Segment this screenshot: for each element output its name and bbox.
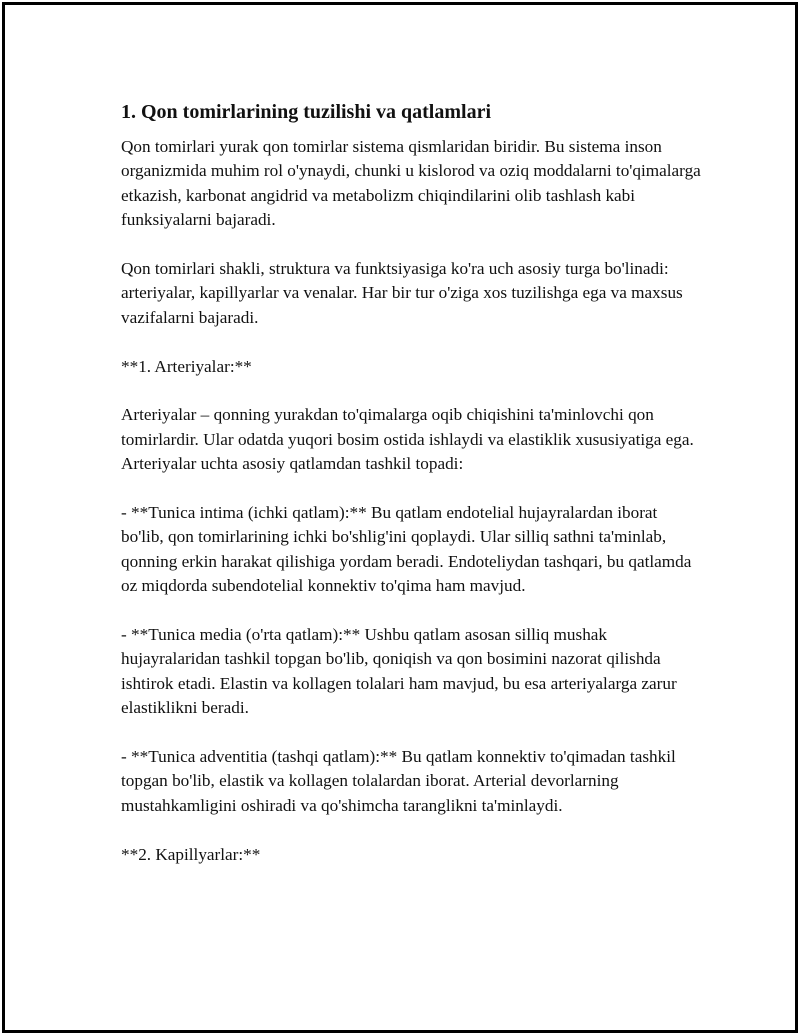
- section-heading-kapillyarlar: **2. Kapillyarlar:**: [121, 844, 261, 864]
- section-heading-arteriyalar: **1. Arteriyalar:**: [121, 356, 252, 376]
- paragraph-arteriyalar: Arteriyalar – qonning yurakdan to'qimalarga oqib chiqishini ta'minlovchi qon tomirlardir. Ular odatda yuqori bosim ostida ishlaydi va elastiklik xususiyatiga ega. Arteriyalar uchta asosiy qatlamdan tashkil topadi:: [121, 405, 694, 474]
- list-item-tunica-adventitia: - **Tunica adventitia (tashqi qatlam):** Bu qatlam konnektiv to'qimadan tashkil topgan bo'lib, elastik va kollagen tolalardan iborat. Arterial devorlarning mustahkamligini oshiradi va qo'shimcha taranglikni ta'minlaydi.: [121, 747, 676, 815]
- paragraph-intro: Qon tomirlari yurak qon tomirlar sistema qismlaridan biridir. Bu sistema inson organizmida muhim rol o'ynaydi, chunki u kislorod va oziq moddalarni to'qimalarga etkazish, karbonat angidrid va metabolizm chiqindilarini olib tashlash kabi funksiyalarni bajaradi.: [121, 137, 701, 230]
- document-body: [121, 95, 701, 891]
- list-item-tunica-intima: - **Tunica intima (ichki qatlam):** Bu qatlam endotelial hujayralardan iborat bo'lib, qon tomirlarining ichki bo'shlig'ini qoplaydi. Ular silliq sathni ta'minlab, qonning erkin harakat qilishiga yordam beradi. Endoteliydan tashqari, bu qatlamda oz miqdorda subendotelial konnektiv to'qima ham mavjud.: [121, 503, 692, 596]
- list-item-tunica-media: - **Tunica media (o'rta qatlam):** Ushbu qatlam asosan silliq mushak hujayralaridan tashkil topgan bo'lib, qoniqish va qon bosimini nazorat qilishda ishtirok etadi. Elastin va kollagen tolalari ham mavjud, bu esa arteriyalarga zarur elastiklikni beradi.: [121, 625, 677, 718]
- document-title: 1. Qon tomirlarining tuzilishi va qatlamlari: [121, 101, 492, 123]
- paragraph-types: Qon tomirlari shakli, struktura va funktsiyasiga ko'ra uch asosiy turga bo'linadi: arteriyalar, kapillyarlar va venalar. Har bir tur o'ziga xos tuzilishga ega va maxsus vazifalarni bajaradi.: [121, 259, 683, 327]
- page-frame: [2, 2, 798, 1033]
